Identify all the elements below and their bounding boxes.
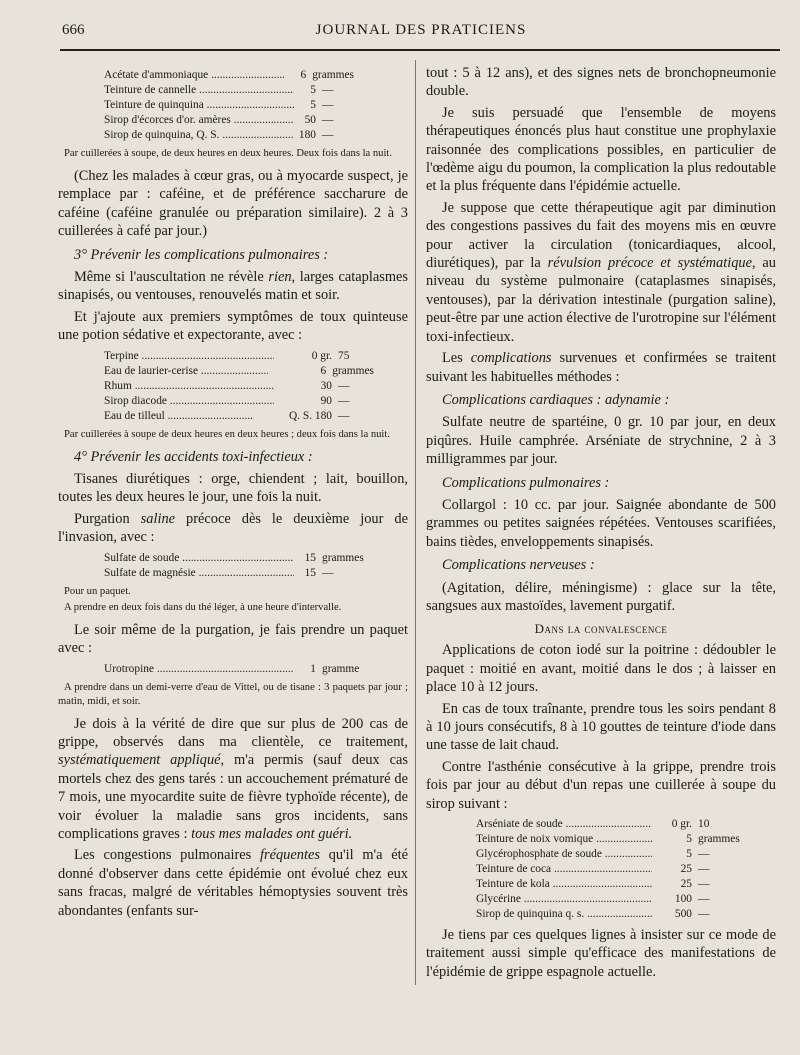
rx-row: Rhum ..... 30 — — [104, 379, 374, 394]
journal-title: JOURNAL DES PRATICIENS — [315, 22, 527, 38]
paragraph: Je suis persuadé que l'ensemble de moyens thérapeutiques énoncés plus haut constitue une prophylaxie raisonnée des complications possibles, en particulier de l'œdème aigu du poumon, la complication la plus redoutable et la plus fréquente dans l'épidémie actuelle. — [426, 104, 776, 195]
prescription-5 — [426, 817, 746, 922]
paragraph: Le soir même de la purgation, je fais prendre un paquet avec : — [58, 621, 408, 657]
rx-row: Teinture de quinquina ..... 5 — — [104, 98, 354, 113]
paragraph: Je tiens par ces quelques lignes à insister sur ce mode de traitement aussi simple qu'efficace des manifestations de l'épidémie de grippe espagnole actuelle. — [426, 927, 776, 980]
paragraph: Tisanes diurétiques : orge, chiendent ; lait, bouillon, toutes les deux heures le jour, une fois la nuit. — [58, 471, 408, 506]
rx-row: Teinture de noix vomique ..... 5 grammes — [476, 832, 746, 847]
prescription-2 — [58, 349, 374, 424]
column-divider — [415, 60, 416, 985]
paragraph: tout : 5 à 12 ans), et des signes nets de bronchopneumonie double. — [426, 65, 776, 100]
rx-row: Eau de laurier-cerise ..... 6 grammes — [104, 364, 374, 379]
rx-row: Sulfate de magnésie ..... 15 — — [104, 566, 374, 581]
rx-row: Teinture de kola ..... 25 — — [476, 877, 746, 892]
paragraph: Je suppose que cette thérapeutique agit par diminution des congestions passives du fait des moyens mis en œuvre pour activer la circulation (tonicardiaques, alcool, diurétiques), par la révulsion précoce et systématique, au niveau du système pulmonaire (cataplasmes sinapisés, ventouses), par la dérivation intestinale (purgation saline), peut-être par une action élective de l'urotropine sur l'élément toxi-infectieux. — [426, 199, 776, 345]
rx-note: Par cuillerées à soupe, de deux heures en deux heures. Deux fois dans la nuit. — [64, 148, 393, 159]
rx-note: Par cuillerées à soupe de deux heures en deux heures ; deux fois dans la nuit. — [64, 428, 390, 440]
rx-row: Teinture de coca ..... 25 — — [476, 862, 746, 877]
left-column — [58, 64, 408, 923]
rx-row: Sirop de quinquina, Q. S. ..... 180 — — [104, 128, 354, 143]
section-heading: Complications nerveuses : — [442, 557, 595, 574]
prescription-3 — [58, 551, 374, 581]
paragraph: Et j'ajoute aux premiers symptômes de toux quinteuse une potion sédative et expectorante, avec : — [58, 308, 408, 344]
rx-row: Sirop diacode ..... 90 — — [104, 394, 374, 409]
section-heading: Complications cardiaques : adynamie : — [442, 391, 670, 408]
rx-row: Terpine ..... 0 gr. 75 — [104, 349, 374, 364]
page-number: 666 — [62, 22, 85, 38]
paragraph: Les complications survenues et confirmées se traitent suivant les habituelles méthodes : — [426, 350, 776, 385]
rx-row: Sulfate de soude ..... 15 grammes — [104, 551, 374, 566]
paragraph: Les congestions pulmonaires fréquentes qu'il m'a été donné d'observer dans cette épidémie ont évolué chez eux sans fracas, malgré de véritables hémoptysies souvent très abondantes (enfants sur- — [58, 847, 408, 919]
paragraph: Même si l'auscultation ne révèle rien, larges cataplasmes sinapisés, ou ventouses, renouvelés matin et soir. — [58, 269, 408, 304]
rx-row: Arséniate de soude ..... 0 gr. 10 — [476, 817, 746, 832]
paragraph: Collargol : 10 cc. par jour. Saignée abondante de 500 grammes ou petites saignées répétées. Ventouses scarifiées, bains tièdes, enveloppements sinapisés. — [426, 496, 776, 550]
section-heading-convalescence: Dans la convalescence — [534, 621, 668, 637]
rx-row: Acétate d'ammoniaque ..... 6 grammes — [104, 68, 354, 83]
paragraph: (Chez les malades à cœur gras, ou à myocarde suspect, je remplace par : caféine, et de préférence saccharure de caféine (caféine granulée ou préparation similaire). 2 à 3 cuillerées à café par jour.) — [58, 168, 408, 240]
paragraph: (Agitation, délire, méningisme) : glace sur la tête, sangsues aux mastoïdes, lavement purgatif. — [426, 579, 776, 614]
section-heading: 3° Prévenir les complications pulmonaires : — [74, 246, 329, 263]
rx-note: A prendre en deux fois dans du thé léger, à une heure d'intervalle. — [64, 601, 342, 613]
rx-note: Pour un paquet. — [64, 585, 131, 597]
rx-row: Eau de tilleul ..... Q. S. 180 — — [104, 409, 374, 424]
right-column — [426, 64, 776, 984]
page-header — [62, 22, 780, 46]
section-heading: Complications pulmonaires : — [442, 474, 610, 491]
paragraph: Purgation saline précoce dès le deuxième jour de l'invasion, avec : — [58, 510, 408, 546]
header-rule — [60, 49, 780, 51]
prescription-1 — [58, 68, 354, 143]
rx-row: Sirop de quinquina q. s. ..... 500 — — [476, 907, 746, 922]
rx-row: Glycérine ..... 100 — — [476, 892, 746, 907]
paragraph: Sulfate neutre de spartéine, 0 gr. 10 par jour, en deux piqûres. Huile camphrée. Arséniate de strychnine, 2 à 3 milligrammes par jour. — [426, 414, 776, 468]
paragraph: Je dois à la vérité de dire que sur plus de 200 cas de grippe, observés dans ma clientèle, ce traitement, systématiquement appliqué, m'a permis (sauf deux cas mortels chez des gens tarés : un accouchement prématuré de 7 mois, une myocardite suite de fièvre typhoïde récente), de voir évoluer la maladie sans gros incidents, sans complications graves : tous mes malades ont guéri. — [58, 715, 408, 842]
rx-row: Teinture de cannelle ..... 5 — — [104, 83, 354, 98]
prescription-4 — [58, 662, 374, 677]
rx-row: Sirop d'écorces d'or. amères ..... 50 — — [104, 113, 354, 128]
section-heading: 4° Prévenir les accidents toxi-infectieux : — [74, 448, 313, 465]
paragraph: Applications de coton iodé sur la poitrine : dédoubler le paquet : moitié en avant, moitié dans le dos ; à laisser en place 10 à 12 jours. — [426, 642, 776, 696]
rx-row: Glycérophosphate de soude ..... 5 — — [476, 847, 746, 862]
rx-note: A prendre dans un demi-verre d'eau de Vittel, ou de tisane : 3 paquets par jour ; matin, midi, et soir. — [58, 681, 408, 707]
paragraph: Contre l'asthénie consécutive à la grippe, prendre trois fois par jour au début d'un repas une cuillerée à soupe du sirop suivant : — [426, 758, 776, 812]
rx-row: Urotropine ..... 1 gramme — [104, 662, 374, 677]
paragraph: En cas de toux traînante, prendre tous les soirs pendant 8 à 10 jours consécutifs, 8 à 10 gouttes de teinture d'iode dans une tasse de lait chaud. — [426, 700, 776, 754]
